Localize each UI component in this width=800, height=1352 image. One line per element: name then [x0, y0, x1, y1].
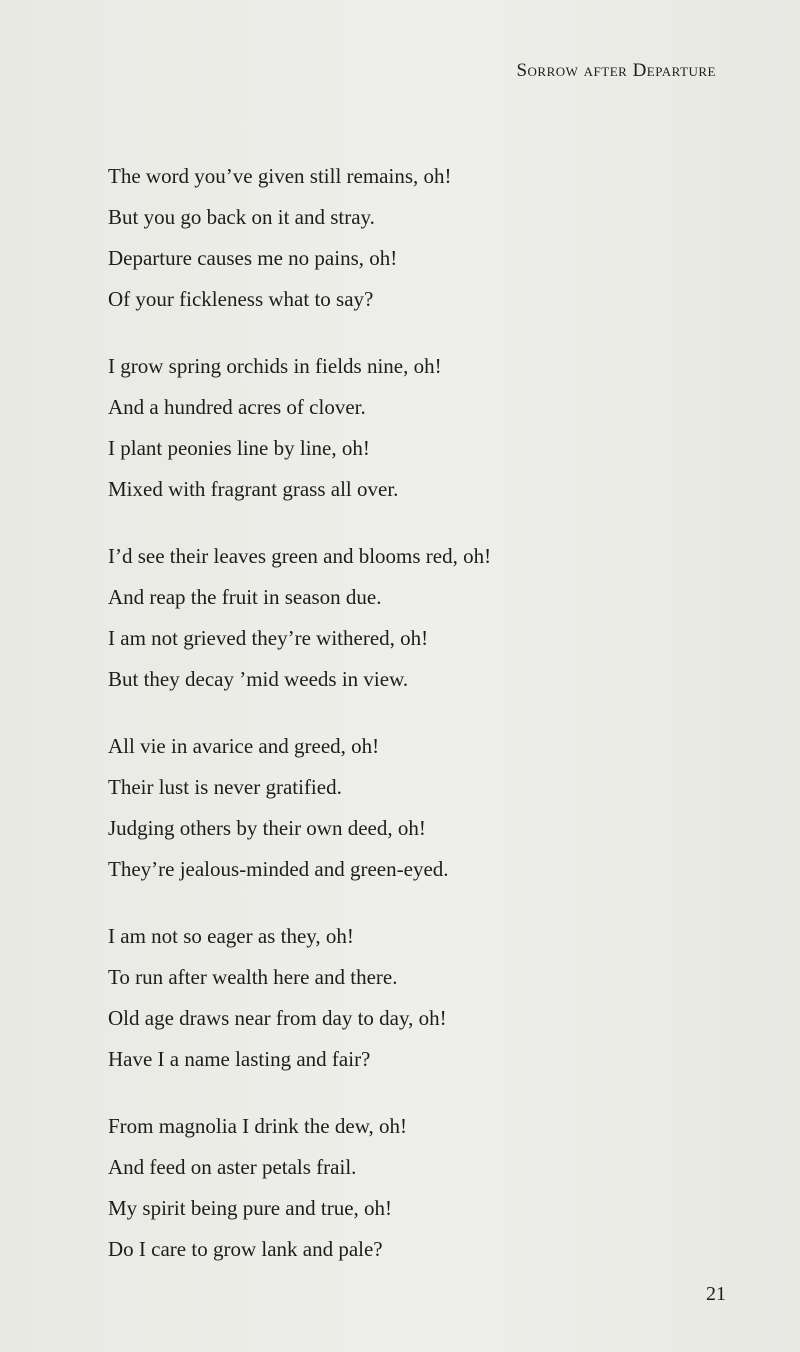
poem-line: And reap the fruit in season due.	[108, 585, 382, 609]
poem-line: Departure causes me no pains, oh!	[108, 246, 398, 270]
stanza-2	[108, 346, 728, 510]
poem-line: I grow spring orchids in fields nine, oh!	[108, 354, 442, 378]
stanza-1	[108, 156, 728, 320]
stanza-6	[108, 1106, 728, 1270]
running-head: Sorrow after Departure	[516, 60, 716, 81]
poem-line: Mixed with fragrant grass all over.	[108, 477, 399, 501]
poem-line: Do I care to grow lank and pale?	[108, 1237, 383, 1261]
stanza-4	[108, 726, 728, 890]
poem-line: And feed on aster petals frail.	[108, 1155, 357, 1179]
poem-line: Judging others by their own deed, oh!	[108, 816, 426, 840]
page-number: 21	[706, 1283, 726, 1305]
poem-line: I’d see their leaves green and blooms red, oh!	[108, 544, 492, 568]
poem-line: Old age draws near from day to day, oh!	[108, 1006, 447, 1030]
poem-line: To run after wealth here and there.	[108, 965, 398, 989]
poem-line: Of your fickleness what to say?	[108, 287, 374, 311]
poem-line: But you go back on it and stray.	[108, 205, 375, 229]
poem	[108, 156, 728, 1296]
poem-line: I plant peonies line by line, oh!	[108, 436, 370, 460]
poem-line: All vie in avarice and greed, oh!	[108, 734, 380, 758]
poem-line: But they decay ’mid weeds in view.	[108, 667, 409, 691]
poem-line: I am not grieved they’re withered, oh!	[108, 626, 429, 650]
poem-line: I am not so eager as they, oh!	[108, 924, 354, 948]
poem-line: Their lust is never gratified.	[108, 775, 342, 799]
poem-line: And a hundred acres of clover.	[108, 395, 366, 419]
poem-line: The word you’ve given still remains, oh!	[108, 164, 452, 188]
poem-line: My spirit being pure and true, oh!	[108, 1196, 393, 1220]
poem-line: Have I a name lasting and fair?	[108, 1047, 371, 1071]
stanza-5	[108, 916, 728, 1080]
poem-line: They’re jealous-minded and green-eyed.	[108, 857, 449, 881]
stanza-3	[108, 536, 728, 700]
poem-line: From magnolia I drink the dew, oh!	[108, 1114, 407, 1138]
